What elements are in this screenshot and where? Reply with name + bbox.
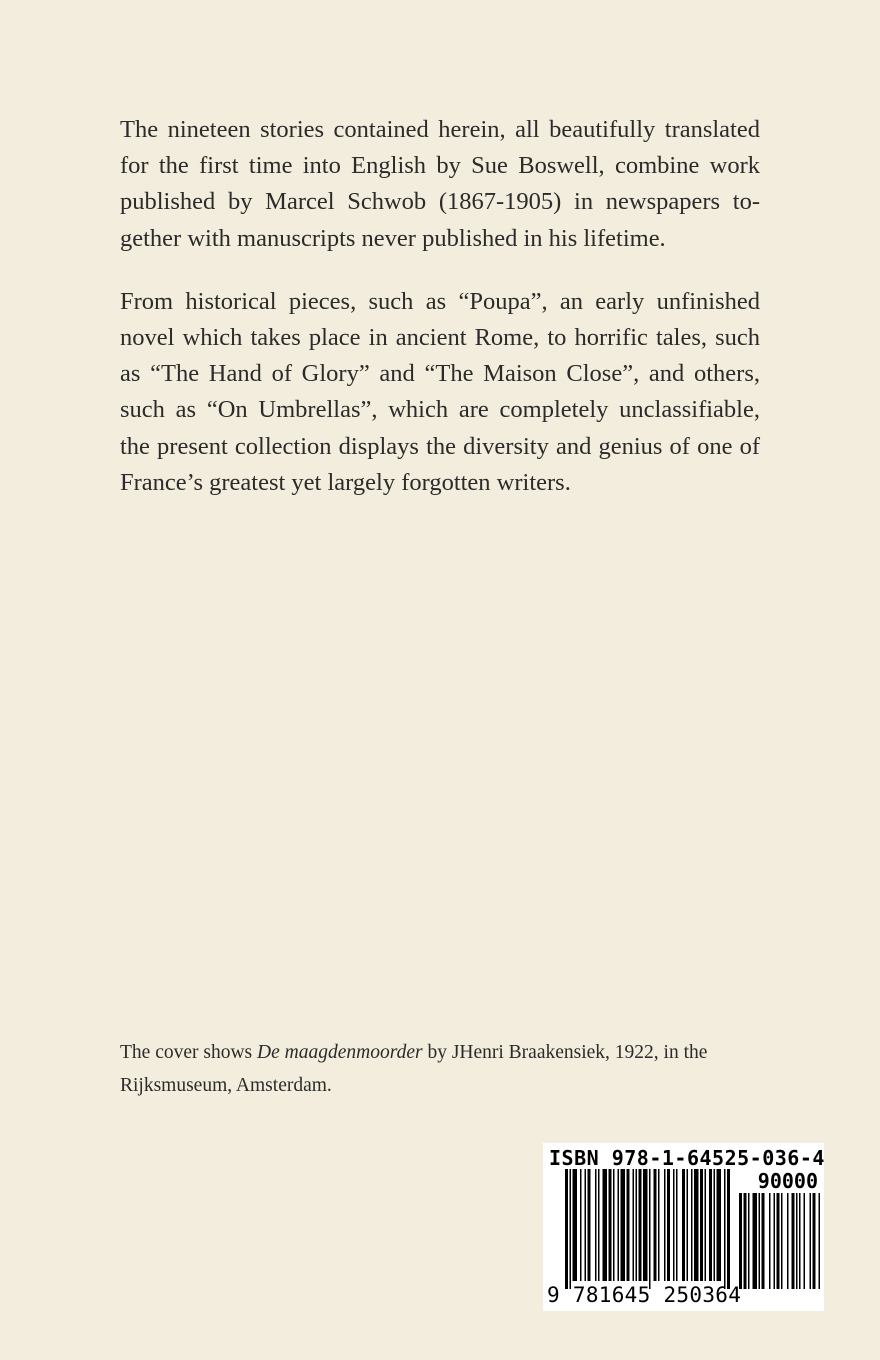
- barcode-bar: [603, 1169, 608, 1281]
- barcode-bar: [595, 1169, 597, 1281]
- isbn-barcode: [543, 1143, 824, 1311]
- barcode-bar: [676, 1169, 678, 1281]
- blurb-paragraph-1: The nineteen stories contained herein, all beautifully translated for the first time into English by Sue Boswell, combine work published by Marcel Schwob (1867-1905) in newspapers to-gether with manuscripts never published in his lifetime.: [120, 116, 760, 252]
- barcode-bar: [618, 1169, 620, 1281]
- barcode-bar: [700, 1169, 703, 1281]
- blurb-paragraph-2: From historical pieces, such as “Poupa”, an early unfinished novel which takes place in ancient Rome, to horrific tales, such as “The Hand of Glory” and “The Maison Close”, and others, such as “On Umbrellas”, which are completely unclassifiable, the present collection displays the diversity and genius of one of France’s greatest yet largely forgotten writers.: [120, 287, 760, 496]
- cover-credit: [120, 1036, 760, 1102]
- barcode-bar: [682, 1169, 685, 1281]
- addon-bar: [799, 1193, 801, 1289]
- barcode-bar: [570, 1169, 572, 1289]
- barcode-bar: [664, 1169, 666, 1281]
- addon-bar: [819, 1193, 821, 1289]
- barcode-bar: [573, 1169, 578, 1281]
- barcode-bar: [667, 1169, 670, 1281]
- barcode-bar: [654, 1169, 657, 1281]
- price-addon-digits: 90000: [757, 1169, 818, 1193]
- addon-bar: [744, 1193, 747, 1289]
- barcode-bar: [585, 1169, 587, 1281]
- cover-credit-suffix: by JHenri Braakensiek, 1922, in the Rijksmuseum, Amsterdam.: [120, 1042, 708, 1096]
- barcode-bar: [694, 1169, 699, 1281]
- ean-digits: 9 781645 250364: [547, 1283, 742, 1307]
- addon-bar: [792, 1193, 795, 1289]
- barcode-bar: [673, 1169, 675, 1281]
- addon-bar: [781, 1193, 783, 1289]
- addon-bar: [748, 1193, 750, 1289]
- barcode-bar: [709, 1169, 712, 1281]
- barcode-bar: [621, 1169, 626, 1281]
- barcode-bar: [658, 1169, 660, 1281]
- isbn-label: ISBN 978-1-64525-036-4: [549, 1146, 825, 1170]
- barcode-bar: [627, 1169, 630, 1281]
- barcode-bar: [691, 1169, 693, 1281]
- barcode-bar: [565, 1169, 568, 1289]
- cover-credit-prefix: The cover shows: [120, 1042, 258, 1063]
- barcode-bar: [705, 1169, 707, 1281]
- barcode-bar: [580, 1169, 582, 1281]
- barcode-bar: [613, 1169, 615, 1281]
- barcode-bar: [727, 1169, 730, 1289]
- addon-bar: [774, 1193, 776, 1289]
- barcode-bar: [724, 1169, 726, 1289]
- barcode-bar: [714, 1169, 716, 1281]
- addon-bar: [739, 1193, 742, 1289]
- addon-bar: [810, 1193, 812, 1289]
- addon-bar: [777, 1193, 780, 1289]
- cover-artwork-title: De maagdenmoorder: [257, 1042, 423, 1063]
- barcode-bar: [687, 1169, 689, 1281]
- barcode-bar: [636, 1169, 638, 1281]
- addon-bar: [753, 1193, 758, 1289]
- back-cover-blurb: [120, 112, 760, 501]
- barcode-bar: [639, 1169, 642, 1281]
- addon-bar: [796, 1193, 798, 1289]
- barcode-bar: [588, 1169, 591, 1281]
- barcode-bar: [633, 1169, 635, 1281]
- addon-bar: [813, 1193, 816, 1289]
- addon-bar: [759, 1193, 761, 1289]
- barcode-bar: [649, 1169, 651, 1289]
- addon-bar: [804, 1193, 806, 1289]
- barcode-bar: [609, 1169, 612, 1281]
- barcode-bar: [643, 1169, 648, 1281]
- barcode-bar: [717, 1169, 722, 1281]
- addon-bar: [769, 1193, 771, 1289]
- addon-bar: [787, 1193, 789, 1289]
- addon-bar: [762, 1193, 765, 1289]
- barcode-bar: [598, 1169, 600, 1281]
